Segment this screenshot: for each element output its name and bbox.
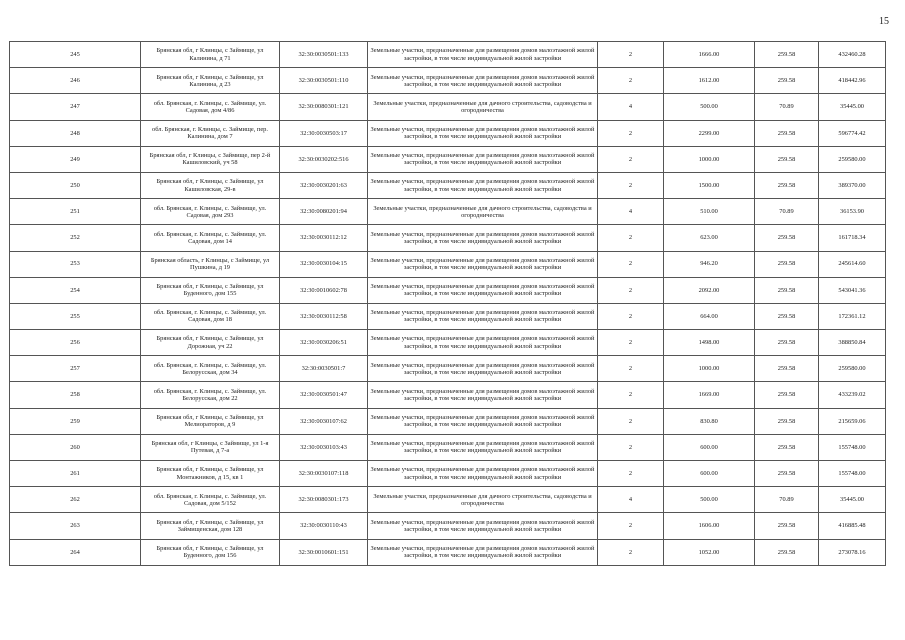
land-use-cell: Земельные участки, предназначенные для размещения домов малоэтажной жилой застройки, в том числе индивидуальной жилой застройки <box>368 356 598 382</box>
rate-cell: 259.58 <box>755 172 819 198</box>
table-body <box>10 42 886 566</box>
land-use-cell: Земельные участки, предназначенные для размещения домов малоэтажной жилой застройки, в том числе индивидуальной жилой застройки <box>368 330 598 356</box>
group-cell: 2 <box>598 225 664 251</box>
group-cell: 2 <box>598 68 664 94</box>
table-row <box>10 487 886 513</box>
cadastral-number-cell: 32:30:0030206:51 <box>280 330 368 356</box>
row-number-cell: 264 <box>10 539 141 565</box>
area-cell: 1500.00 <box>664 172 755 198</box>
table-row <box>10 434 886 460</box>
cadastral-number-cell: 32:30:0030103:43 <box>280 434 368 460</box>
cadastral-number-cell: 32:30:0030104:15 <box>280 251 368 277</box>
cadastral-value-cell: 596774.42 <box>819 120 886 146</box>
land-use-cell: Земельные участки, предназначенные для дачного строительства, садоводства и огородничества <box>368 199 598 225</box>
area-cell: 946.20 <box>664 251 755 277</box>
address-cell: обл. Брянская, г. Клинцы, с. Займище, ул. Белорусская, дом 34 <box>141 356 280 382</box>
cadastral-value-cell: 273078.16 <box>819 539 886 565</box>
rate-cell: 259.58 <box>755 408 819 434</box>
row-number-cell: 253 <box>10 251 141 277</box>
cadastral-number-cell: 32:30:0030112:12 <box>280 225 368 251</box>
row-number-cell: 255 <box>10 303 141 329</box>
table-row <box>10 461 886 487</box>
table-row <box>10 68 886 94</box>
row-number-cell: 262 <box>10 487 141 513</box>
land-use-cell: Земельные участки, предназначенные для размещения домов малоэтажной жилой застройки, в том числе индивидуальной жилой застройки <box>368 120 598 146</box>
land-use-cell: Земельные участки, предназначенные для размещения домов малоэтажной жилой застройки, в том числе индивидуальной жилой застройки <box>368 225 598 251</box>
group-cell: 4 <box>598 199 664 225</box>
table-row <box>10 539 886 565</box>
area-cell: 2299.00 <box>664 120 755 146</box>
table-row <box>10 513 886 539</box>
area-cell: 600.00 <box>664 461 755 487</box>
cadastral-number-cell: 32:30:0030202:516 <box>280 146 368 172</box>
rate-cell: 259.58 <box>755 251 819 277</box>
land-use-cell: Земельные участки, предназначенные для размещения домов малоэтажной жилой застройки, в том числе индивидуальной жилой застройки <box>368 251 598 277</box>
row-number-cell: 246 <box>10 68 141 94</box>
cadastral-value-cell: 416885.48 <box>819 513 886 539</box>
table-row <box>10 251 886 277</box>
area-cell: 500.00 <box>664 487 755 513</box>
address-cell: Брянская обл, г Клинцы, с Займище, ул Кашиловская, 29-в <box>141 172 280 198</box>
address-cell: обл. Брянская, г. Клинцы, с. Займище, ул. Садовая, дом 18 <box>141 303 280 329</box>
address-cell: обл. Брянская, г. Клинцы, с. Займище, ул. Садовая, дом 5/152 <box>141 487 280 513</box>
rate-cell: 259.58 <box>755 68 819 94</box>
area-cell: 1000.00 <box>664 146 755 172</box>
row-number-cell: 251 <box>10 199 141 225</box>
row-number-cell: 263 <box>10 513 141 539</box>
cadastral-number-cell: 32:30:0030501:133 <box>280 42 368 68</box>
land-use-cell: Земельные участки, предназначенные для размещения домов малоэтажной жилой застройки, в том числе индивидуальной жилой застройки <box>368 539 598 565</box>
rate-cell: 259.58 <box>755 225 819 251</box>
address-cell: обл. Брянская, г. Клинцы, с. Займище, ул. Садовая, дом 14 <box>141 225 280 251</box>
group-cell: 2 <box>598 461 664 487</box>
address-cell: Брянская обл, г Клинцы, с Займище, ул Калинина, д 71 <box>141 42 280 68</box>
address-cell: Брянская обл, г Клинцы, с Займище, ул Мелиораторов, д 9 <box>141 408 280 434</box>
group-cell: 4 <box>598 487 664 513</box>
cadastral-value-cell: 172361.12 <box>819 303 886 329</box>
cadastral-value-cell: 389370.00 <box>819 172 886 198</box>
area-cell: 1498.00 <box>664 330 755 356</box>
table-row <box>10 172 886 198</box>
rate-cell: 259.58 <box>755 461 819 487</box>
table-row <box>10 382 886 408</box>
table-row <box>10 277 886 303</box>
group-cell: 2 <box>598 42 664 68</box>
cadastral-number-cell: 32:30:0080201:94 <box>280 199 368 225</box>
rate-cell: 259.58 <box>755 330 819 356</box>
cadastral-value-cell: 155748.00 <box>819 434 886 460</box>
row-number-cell: 259 <box>10 408 141 434</box>
rate-cell: 259.58 <box>755 42 819 68</box>
group-cell: 2 <box>598 330 664 356</box>
table-row <box>10 146 886 172</box>
group-cell: 2 <box>598 434 664 460</box>
land-use-cell: Земельные участки, предназначенные для размещения домов малоэтажной жилой застройки, в том числе индивидуальной жилой застройки <box>368 146 598 172</box>
group-cell: 2 <box>598 382 664 408</box>
land-use-cell: Земельные участки, предназначенные для размещения домов малоэтажной жилой застройки, в том числе индивидуальной жилой застройки <box>368 434 598 460</box>
address-cell: обл. Брянская, г. Клинцы, с. Займище, ул. Садовая, дом 4/86 <box>141 94 280 120</box>
row-number-cell: 254 <box>10 277 141 303</box>
area-cell: 623.00 <box>664 225 755 251</box>
land-use-cell: Земельные участки, предназначенные для размещения домов малоэтажной жилой застройки, в том числе индивидуальной жилой застройки <box>368 382 598 408</box>
land-use-cell: Земельные участки, предназначенные для дачного строительства, садоводства и огородничества <box>368 94 598 120</box>
table-row <box>10 330 886 356</box>
row-number-cell: 258 <box>10 382 141 408</box>
cadastral-value-cell: 388850.84 <box>819 330 886 356</box>
cadastral-number-cell: 32:30:0010602:78 <box>280 277 368 303</box>
cadastral-value-cell: 35445.00 <box>819 487 886 513</box>
address-cell: Брянская обл, г Клинцы, с Займище, ул Буденного, дом 156 <box>141 539 280 565</box>
table-row <box>10 42 886 68</box>
rate-cell: 259.58 <box>755 303 819 329</box>
area-cell: 830.80 <box>664 408 755 434</box>
cadastral-value-cell: 418442.96 <box>819 68 886 94</box>
row-number-cell: 248 <box>10 120 141 146</box>
group-cell: 2 <box>598 539 664 565</box>
rate-cell: 70.89 <box>755 94 819 120</box>
table-row <box>10 199 886 225</box>
rate-cell: 259.58 <box>755 434 819 460</box>
cadastral-number-cell: 32:30:0030503:17 <box>280 120 368 146</box>
table-row <box>10 120 886 146</box>
row-number-cell: 249 <box>10 146 141 172</box>
land-use-cell: Земельные участки, предназначенные для дачного строительства, садоводства и огородничества <box>368 487 598 513</box>
group-cell: 2 <box>598 513 664 539</box>
rate-cell: 259.58 <box>755 277 819 303</box>
cadastral-number-cell: 32:30:0030501:7 <box>280 356 368 382</box>
address-cell: Брянская обл, г Клинцы, с Займище, пер 2-й Кашиловский, уч 58 <box>141 146 280 172</box>
cadastral-number-cell: 32:30:0080301:173 <box>280 487 368 513</box>
rate-cell: 259.58 <box>755 513 819 539</box>
cadastral-value-cell: 432460.28 <box>819 42 886 68</box>
cadastral-value-cell: 245614.60 <box>819 251 886 277</box>
group-cell: 2 <box>598 120 664 146</box>
group-cell: 2 <box>598 251 664 277</box>
page-number: 15 <box>879 16 889 27</box>
area-cell: 664.00 <box>664 303 755 329</box>
row-number-cell: 261 <box>10 461 141 487</box>
table-row <box>10 94 886 120</box>
land-use-cell: Земельные участки, предназначенные для размещения домов малоэтажной жилой застройки, в том числе индивидуальной жилой застройки <box>368 42 598 68</box>
table-row <box>10 303 886 329</box>
area-cell: 500.00 <box>664 94 755 120</box>
table-row <box>10 225 886 251</box>
land-use-cell: Земельные участки, предназначенные для размещения домов малоэтажной жилой застройки, в том числе индивидуальной жилой застройки <box>368 408 598 434</box>
group-cell: 2 <box>598 303 664 329</box>
cadastral-value-cell: 259580.00 <box>819 146 886 172</box>
cadastral-number-cell: 32:30:0030501:110 <box>280 68 368 94</box>
area-cell: 1000.00 <box>664 356 755 382</box>
area-cell: 1612.00 <box>664 68 755 94</box>
address-cell: Брянская обл, г Клинцы, с Займище, ул Монтажников, д 15, кв 1 <box>141 461 280 487</box>
row-number-cell: 256 <box>10 330 141 356</box>
area-cell: 600.00 <box>664 434 755 460</box>
address-cell: обл. Брянская, г. Клинцы, с. Займище, ул. Садовая, дом 293 <box>141 199 280 225</box>
land-plot-table <box>9 41 886 566</box>
table-row <box>10 356 886 382</box>
cadastral-number-cell: 32:30:0030107:118 <box>280 461 368 487</box>
address-cell: Брянская область, г Клинцы, с Займище, ул Пушкина, д 19 <box>141 251 280 277</box>
area-cell: 1052.00 <box>664 539 755 565</box>
area-cell: 1606.00 <box>664 513 755 539</box>
group-cell: 2 <box>598 172 664 198</box>
address-cell: обл. Брянская, г. Клинцы, с. Займище, ул. Белорусская, дом 22 <box>141 382 280 408</box>
land-use-cell: Земельные участки, предназначенные для размещения домов малоэтажной жилой застройки, в том числе индивидуальной жилой застройки <box>368 303 598 329</box>
rate-cell: 259.58 <box>755 356 819 382</box>
row-number-cell: 245 <box>10 42 141 68</box>
cadastral-value-cell: 36153.90 <box>819 199 886 225</box>
cadastral-number-cell: 32:30:0080301:121 <box>280 94 368 120</box>
cadastral-number-cell: 32:30:0030107:62 <box>280 408 368 434</box>
rate-cell: 70.89 <box>755 199 819 225</box>
cadastral-number-cell: 32:30:0030501:47 <box>280 382 368 408</box>
address-cell: Брянская обл, г Клинцы, с Займище, ул Займищенская, дом 128 <box>141 513 280 539</box>
area-cell: 2092.00 <box>664 277 755 303</box>
land-use-cell: Земельные участки, предназначенные для размещения домов малоэтажной жилой застройки, в том числе индивидуальной жилой застройки <box>368 461 598 487</box>
land-use-cell: Земельные участки, предназначенные для размещения домов малоэтажной жилой застройки, в том числе индивидуальной жилой застройки <box>368 172 598 198</box>
cadastral-number-cell: 32:30:0030201:63 <box>280 172 368 198</box>
cadastral-value-cell: 161718.34 <box>819 225 886 251</box>
cadastral-value-cell: 259580.00 <box>819 356 886 382</box>
row-number-cell: 260 <box>10 434 141 460</box>
row-number-cell: 252 <box>10 225 141 251</box>
cadastral-value-cell: 543041.36 <box>819 277 886 303</box>
cadastral-value-cell: 433239.02 <box>819 382 886 408</box>
address-cell: Брянская обл, г Клинцы, с Займище, ул 1-я Путевая, д 7-а <box>141 434 280 460</box>
cadastral-number-cell: 32:30:0030110:43 <box>280 513 368 539</box>
area-cell: 1669.00 <box>664 382 755 408</box>
land-use-cell: Земельные участки, предназначенные для размещения домов малоэтажной жилой застройки, в том числе индивидуальной жилой застройки <box>368 68 598 94</box>
address-cell: обл. Брянская, г. Клинцы, с. Займище, пер. Калинина, дом 7 <box>141 120 280 146</box>
rate-cell: 70.89 <box>755 487 819 513</box>
rate-cell: 259.58 <box>755 539 819 565</box>
cadastral-value-cell: 35445.00 <box>819 94 886 120</box>
address-cell: Брянская обл, г Клинцы, с Займище, ул Дорожная, уч 22 <box>141 330 280 356</box>
rate-cell: 259.58 <box>755 382 819 408</box>
area-cell: 510.00 <box>664 199 755 225</box>
cadastral-number-cell: 32:30:0010601:151 <box>280 539 368 565</box>
land-use-cell: Земельные участки, предназначенные для размещения домов малоэтажной жилой застройки, в том числе индивидуальной жилой застройки <box>368 277 598 303</box>
rate-cell: 259.58 <box>755 146 819 172</box>
rate-cell: 259.58 <box>755 120 819 146</box>
area-cell: 1666.00 <box>664 42 755 68</box>
cadastral-value-cell: 215659.06 <box>819 408 886 434</box>
row-number-cell: 250 <box>10 172 141 198</box>
group-cell: 2 <box>598 146 664 172</box>
cadastral-number-cell: 32:30:0030112:58 <box>280 303 368 329</box>
table-row <box>10 408 886 434</box>
row-number-cell: 247 <box>10 94 141 120</box>
group-cell: 2 <box>598 356 664 382</box>
address-cell: Брянская обл, г Клинцы, с Займище, ул Калинина, д 23 <box>141 68 280 94</box>
group-cell: 2 <box>598 277 664 303</box>
row-number-cell: 257 <box>10 356 141 382</box>
group-cell: 2 <box>598 408 664 434</box>
land-use-cell: Земельные участки, предназначенные для размещения домов малоэтажной жилой застройки, в том числе индивидуальной жилой застройки <box>368 513 598 539</box>
cadastral-value-cell: 155748.00 <box>819 461 886 487</box>
address-cell: Брянская обл, г Клинцы, с Займище, ул Буденного, дом 155 <box>141 277 280 303</box>
group-cell: 4 <box>598 94 664 120</box>
